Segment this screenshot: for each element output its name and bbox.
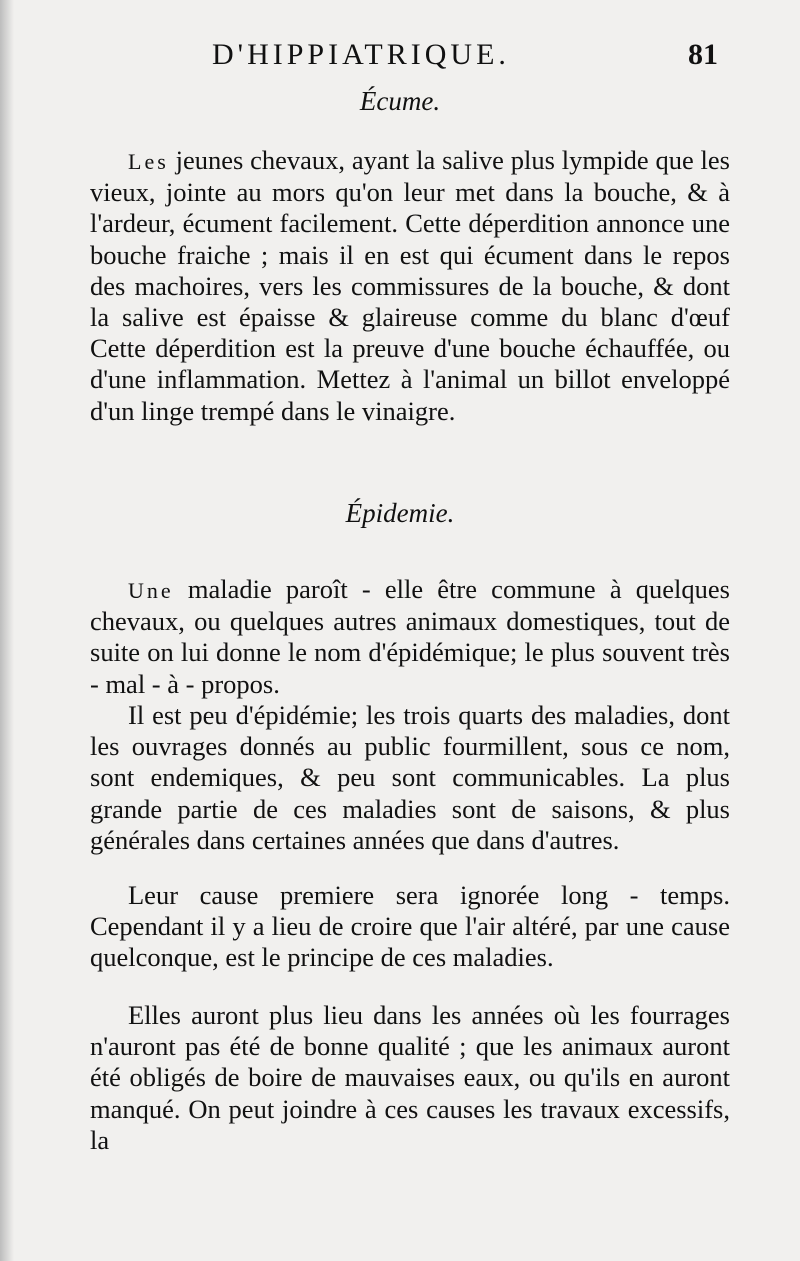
paragraph-epidemie-4: [90, 1000, 730, 1156]
paragraph-ecume: [90, 145, 730, 427]
paragraph-epidemie-1: [90, 574, 730, 700]
paragraph-text: maladie paroît - elle être commune à quelques chevaux, ou quelques autres animaux domestiques, tout de suite on lui donne le nom d'épidémique; le plus souvent très - mal - à - propos.: [90, 574, 730, 699]
paragraph-epidemie-2: [90, 700, 730, 856]
paragraph-lead-word: Une: [128, 578, 174, 603]
section-heading-epidemie: Épidemie.: [345, 498, 455, 528]
paragraph-text: Leur cause premiere sera ignorée long - temps. Cependant il y a lieu de croire que l'air altéré, par une cause quelconque, est le principe de ces maladies.: [90, 880, 730, 973]
page-gutter-shadow: [0, 0, 14, 1261]
paragraph-text: Elles auront plus lieu dans les années où les fourrages n'auront pas été de bonne qualité ; que les animaux auront été obligés de boire de mauvaises eaux, ou qu'ils en auront manqué. On peut joindre à ces causes les travaux excessifs, la: [90, 1000, 730, 1155]
paragraph-lead-word: Les: [128, 149, 169, 174]
paragraph-text: jeunes chevaux, ayant la salive plus lympide que les vieux, jointe au mors qu'on leur met dans la bouche, & à l'ardeur, écument facilement. Cette déperdition annonce une bouche fraiche ; mais il en est qui écument dans le repos des machoires, vers les commissures de la bouche, & dont la salive est épaisse & glaireuse comme du blanc d'œuf Cette déperdition est la preuve d'une bouche échauffée, ou d'une inflammation. Mettez à l'animal un billot enveloppé d'un linge trempé dans le vinaigre.: [90, 145, 730, 426]
running-head: D'HIPPIATRIQUE.: [212, 38, 510, 71]
paragraph-epidemie-3: [90, 880, 730, 974]
page-header: [0, 38, 800, 78]
paragraph-text: Il est peu d'épidémie; les trois quarts des maladies, dont les ouvrages donnés au public fourmillent, sous ce nom, sont endemiques, & peu sont communicables. La plus grande partie de ces maladies sont de saisons, & plus générales dans certaines années que dans d'autres.: [90, 700, 730, 855]
page-number: 81: [688, 38, 718, 71]
section-heading-ecume: Écume.: [359, 86, 441, 116]
